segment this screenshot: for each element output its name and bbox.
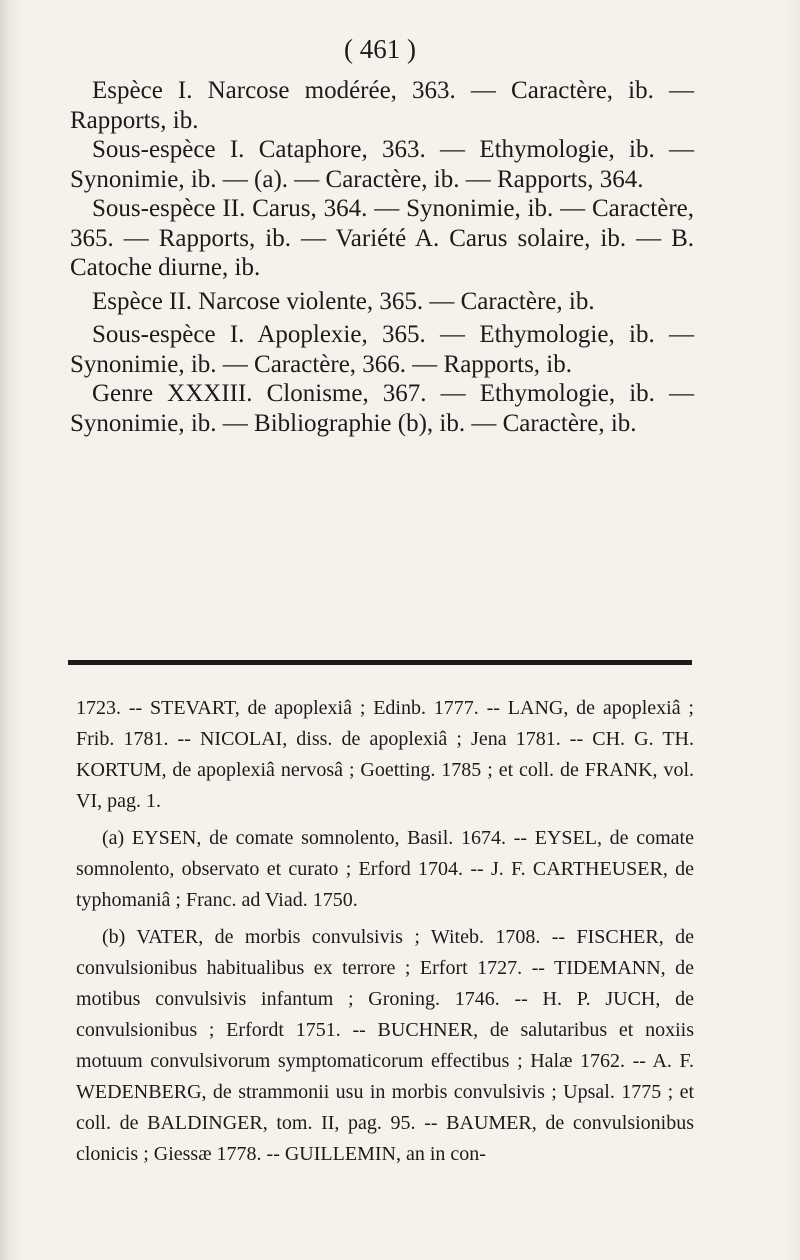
footnote: (b) VATER, de morbis convulsivis ; Witeb. 1708. -- FISCHER, de convulsionibus habitualibus ex terrore ; Erfort 1727. -- TIDEMANN, de motibus convulsivis infantum ; Groning. 1746. -- H. P. JUCH, de convulsionibus ; Erfordt 1751. -- BUCHNER, de salutaribus et noxiis motuum convulsivorum symptomaticorum effectibus ; Halæ 1762. -- A. F. WEDENBERG, de strammonii usu in morbis convulsivis ; Upsal. 1775 ; et coll. de BALDINGER, tom. II, pag. 95. -- BAUMER, de convulsionibus clonicis ; Giessæ 1778. -- GUILLEMIN, an in con- [76, 926, 694, 1165]
footnotes [76, 693, 694, 1176]
footnote: (a) EYSEN, de comate somnolento, Basil. 1674. -- EYSEL, de comate somnolento, observato et curato ; Erford 1704. -- J. F. CARTHEUSER, de typhomaniâ ; Franc. ad Viad. 1750. [76, 827, 694, 911]
footnote-divider [68, 660, 692, 665]
main-text [70, 76, 694, 438]
footnote: 1723. -- STEVART, de apoplexiâ ; Edinb. 1777. -- LANG, de apoplexiâ ; Frib. 1781. -- NICOLAI, diss. de apoplexiâ ; Jena 1781. -- CH. G. TH. KORTUM, de apoplexiâ nervosâ ; Goetting. 1785 ; et coll. de FRANK, vol. VI, pag. 1. [76, 697, 694, 812]
main-paragraph: Genre XXXIII. Clonisme, 367. — Ethymologie, ib. — Synonimie, ib. — Bibliographie (b), ib. — Caractère, ib. [70, 380, 694, 437]
main-paragraph: Sous-espèce I. Cataphore, 363. — Ethymologie, ib. — Synonimie, ib. — (a). — Caractère, ib. — Rapports, 364. [70, 136, 694, 193]
main-paragraph: Espèce II. Narcose violente, 365. — Caractère, ib. [92, 287, 595, 315]
main-paragraph: Espèce I. Narcose modérée, 363. — Caractère, ib. — Rapports, ib. [70, 77, 694, 134]
main-paragraph: Sous-espèce I. Apoplexie, 365. — Ethymologie, ib. — Synonimie, ib. — Caractère, 366. — Rapports, ib. [70, 321, 694, 378]
page-number: ( 461 ) [344, 34, 416, 64]
main-paragraph: Sous-espèce II. Carus, 364. — Synonimie, ib. — Caractère, 365. — Rapports, ib. — Variété A. Carus solaire, ib. — B. Catoche diurne, ib. [70, 195, 694, 281]
